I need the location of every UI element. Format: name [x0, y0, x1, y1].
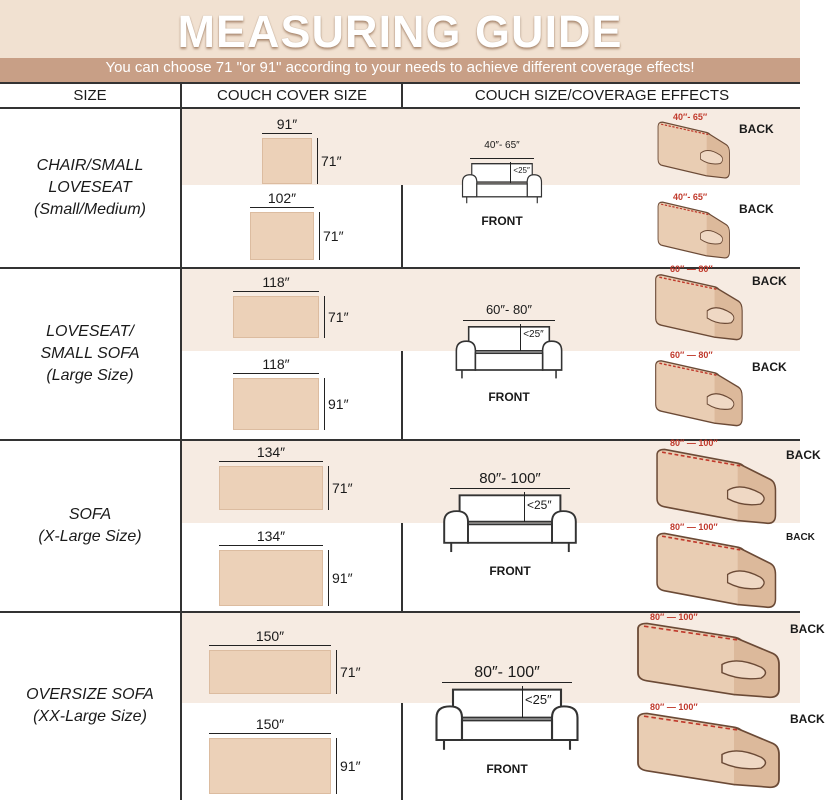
cover-width-label: 134″ — [256, 528, 286, 544]
cover-size-rect — [209, 738, 331, 794]
table-rule-top — [0, 82, 800, 84]
width-arrow — [262, 133, 312, 134]
cover-width-label: 102″ — [267, 190, 297, 206]
height-arrow — [324, 296, 325, 338]
sofa-back-icon — [632, 708, 782, 790]
cover-width-label: 150″ — [255, 628, 285, 644]
sofa-back-icon — [652, 528, 778, 610]
cover-height-label: 71″ — [323, 228, 344, 244]
sofa-back-icon — [655, 198, 731, 260]
width-arrow — [219, 461, 323, 462]
cover-width-label: 91″ — [276, 116, 298, 132]
row-size-label-line: (Large Size) — [46, 367, 134, 384]
row-size-label-line: (XX-Large Size) — [33, 708, 147, 725]
cover-size-rect — [219, 466, 323, 510]
couch-height-arrow — [520, 324, 521, 351]
back-label: BACK — [790, 712, 825, 726]
back-label: BACK — [739, 202, 774, 216]
cover-width-label: 118″ — [262, 274, 290, 290]
cover-size-rect — [262, 138, 312, 184]
back-range-label: 60″ — 80″ — [670, 264, 713, 274]
back-label: BACK — [752, 274, 787, 288]
couch-height-label: <25″ — [513, 165, 530, 175]
couch-height-label: <25″ — [527, 497, 552, 512]
back-range-label: 80″ — 100″ — [670, 522, 718, 532]
couch-height-label: <25″ — [523, 329, 544, 341]
cover-size-rect — [233, 296, 319, 338]
column-header-cover: COUCH COVER SIZE — [216, 87, 367, 104]
couch-height-label: <25″ — [525, 692, 552, 708]
couch-width-arrow — [442, 682, 572, 683]
row-size-label — [0, 504, 180, 548]
width-arrow — [233, 373, 319, 374]
cover-size-rect — [219, 550, 323, 606]
width-arrow — [233, 291, 319, 292]
cover-height-label: 71″ — [340, 664, 361, 680]
row-size-label-line: LOVESEAT/ — [46, 323, 134, 340]
couch-width-arrow — [470, 158, 534, 159]
column-header-effects: COUCH SIZE/COVERAGE EFFECTS — [474, 87, 730, 104]
row-size-label-line: (Small/Medium) — [33, 201, 146, 218]
cover-height-label: 91″ — [328, 396, 349, 412]
sofa-back-icon — [652, 270, 744, 342]
back-label: BACK — [739, 122, 774, 136]
back-label: BACK — [752, 360, 787, 374]
couch-width-arrow — [463, 320, 555, 321]
sofa-back-icon — [652, 444, 778, 526]
front-label: FRONT — [489, 564, 531, 578]
back-range-label: 60″ — 80″ — [670, 350, 713, 360]
sofa-front-icon — [460, 160, 544, 206]
column-header-size: SIZE — [73, 87, 107, 104]
front-label: FRONT — [486, 762, 528, 776]
sofa-front-icon — [440, 490, 580, 556]
cover-height-label: 91″ — [332, 570, 353, 586]
width-arrow — [209, 645, 331, 646]
cover-size-rect — [233, 378, 319, 430]
sofa-back-icon — [655, 118, 731, 180]
row-size-label-line: SMALL SOFA — [40, 345, 140, 362]
subtitle: You can choose 71 "or 91" according to your needs to achieve different coverage effects! — [105, 59, 695, 76]
height-arrow — [336, 738, 337, 794]
row-size-label-line: OVERSIZE SOFA — [26, 686, 154, 703]
row-size-label-line: (X-Large Size) — [38, 528, 142, 545]
height-arrow — [324, 378, 325, 430]
height-arrow — [328, 550, 329, 606]
back-range-label: 80″ — 100″ — [650, 702, 698, 712]
cover-height-label: 71″ — [321, 153, 342, 169]
height-arrow — [317, 138, 318, 184]
back-range-label: 80″ — 100″ — [670, 438, 718, 448]
couch-width-arrow — [450, 488, 570, 489]
cover-width-label: 134″ — [256, 444, 286, 460]
row-size-label — [0, 155, 180, 221]
cover-height-label: 91″ — [340, 758, 361, 774]
page-title: MEASURING GUIDE — [177, 6, 623, 57]
sofa-front-icon — [432, 684, 582, 754]
cover-size-rect — [209, 650, 331, 694]
row-size-label-line: SOFA — [68, 506, 112, 523]
sofa-front-icon — [453, 322, 565, 382]
cover-width-label: 118″ — [262, 356, 290, 372]
couch-height-arrow — [522, 686, 523, 718]
sofa-back-icon — [632, 618, 782, 700]
width-arrow — [250, 207, 314, 208]
cover-height-label: 71″ — [332, 480, 353, 496]
row-size-label — [0, 321, 180, 387]
front-label: FRONT — [488, 390, 530, 404]
width-arrow — [209, 733, 331, 734]
row-size-label-line: LOVESEAT — [48, 179, 132, 196]
couch-width-label: 40″- 65″ — [484, 140, 520, 151]
row-size-label — [0, 684, 180, 728]
couch-width-label: 80″- 100″ — [479, 470, 541, 487]
back-range-label: 80″ — 100″ — [650, 612, 698, 622]
width-arrow — [219, 545, 323, 546]
front-label: FRONT — [481, 214, 523, 228]
cover-height-label: 71″ — [328, 309, 349, 325]
back-label: BACK — [790, 622, 825, 636]
cover-size-rect — [250, 212, 314, 260]
height-arrow — [319, 212, 320, 260]
height-arrow — [336, 650, 337, 694]
row-size-label-line: CHAIR/SMALL — [36, 157, 144, 174]
cover-width-label: 150″ — [255, 716, 285, 732]
couch-height-arrow — [524, 492, 525, 522]
back-range-label: 40″- 65″ — [673, 112, 708, 122]
couch-width-label: 80″- 100″ — [474, 664, 540, 681]
sofa-back-icon — [652, 356, 744, 428]
back-range-label: 40″- 65″ — [673, 192, 708, 202]
back-label: BACK — [786, 532, 815, 543]
height-arrow — [328, 466, 329, 510]
couch-width-label: 60″- 80″ — [485, 302, 533, 317]
back-label: BACK — [786, 448, 821, 462]
couch-height-arrow — [510, 162, 511, 183]
